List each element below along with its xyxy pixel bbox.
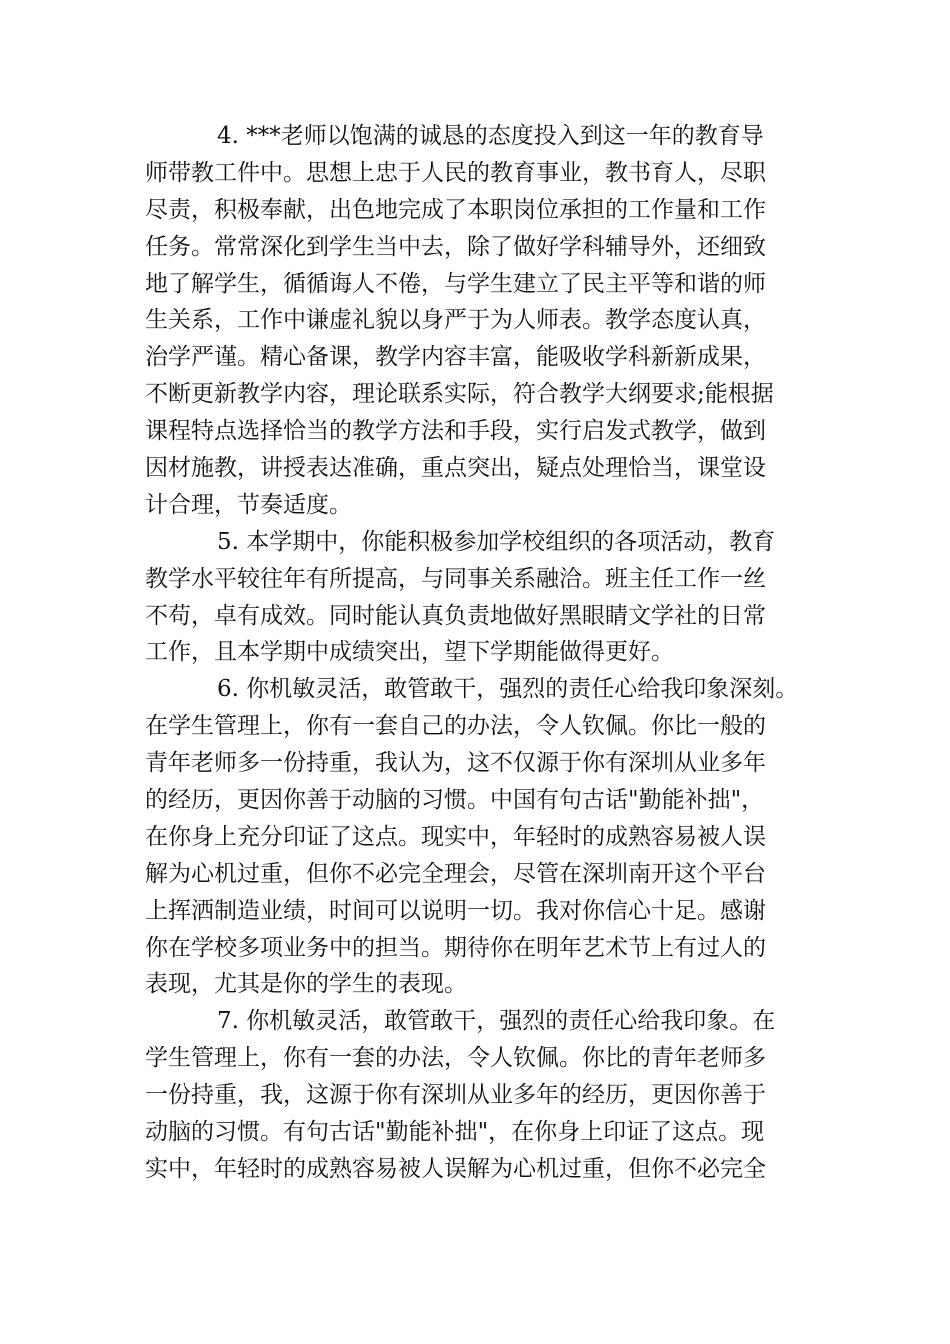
paragraph-6-line-7: 上挥洒制造业绩，时间可以说明一切。我对你信心十足。感谢	[145, 897, 766, 924]
paragraph-6-line-4: 的经历，更因你善于动脑的习惯。中国有句古话"勤能补拙"，	[145, 787, 765, 814]
paragraph-4-line-1: 4. ***老师以饱满的诚恳的态度投入到这一年的教育导	[217, 123, 764, 149]
paragraph-7-line-3: 一份持重，我，这源于你有深圳从业多年的经历，更因你善于	[145, 1082, 766, 1109]
document-body	[145, 118, 825, 1188]
paragraph-7-line-2: 学生管理上，你有一套的办法，令人钦佩。你比的青年老师多	[145, 1045, 766, 1072]
paragraph-6-line-5: 在你身上充分印证了这点。现实中，年轻时的成熟容易被人误	[145, 823, 766, 850]
paragraph-4-line-5: 地了解学生，循循诲人不倦，与学生建立了民主平等和谐的师	[145, 270, 766, 297]
paragraph-6-line-8: 你在学校多项业务中的担当。期待你在明年艺术节上有过人的	[145, 934, 766, 961]
paragraph-6-line-6: 解为心机过重，但你不必完全理会，尽管在深圳南开这个平台	[145, 860, 766, 887]
paragraph-6-line-2: 在学生管理上，你有一套自己的办法，令人钦佩。你比一般的	[145, 713, 766, 740]
paragraph-4-line-9: 课程特点选择恰当的教学方法和手段，实行启发式教学，做到	[145, 418, 766, 445]
paragraph-7-line-5: 实中，年轻时的成熟容易被人误解为心机过重，但你不必完全	[145, 1155, 766, 1182]
paragraph-6-line-9: 表现，尤其是你的学生的表现。	[145, 971, 467, 998]
paragraph-4-line-10: 因材施教，讲授表达准确，重点突出，疑点处理恰当，课堂设	[145, 455, 766, 482]
paragraph-4-line-8: 不断更新教学内容，理论联系实际，符合教学大纲要求;能根据	[145, 381, 774, 408]
paragraph-4-line-4: 任务。常常深化到学生当中去，除了做好学科辅导外，还细致	[145, 233, 766, 260]
paragraph-4-line-11: 计合理，节奏适度。	[145, 491, 352, 518]
paragraph-5-line-4: 工作，且本学期中成绩突出，望下学期能做得更好。	[145, 639, 674, 666]
paragraph-5-line-2: 教学水平较往年有所提高，与同事关系融洽。班主任工作一丝	[145, 565, 766, 592]
paragraph-7-line-1: 7. 你机敏灵活，敢管敢干，强烈的责任心给我印象。在	[217, 1008, 776, 1035]
paragraph-5-line-3: 不苟，卓有成效。同时能认真负责地做好黑眼睛文学社的日常	[145, 602, 766, 629]
paragraph-6-line-1: 6. 你机敏灵活，敢管敢干，强烈的责任心给我印象深刻。	[217, 676, 799, 703]
paragraph-5-line-1: 5. 本学期中，你能积极参加学校组织的各项活动，教育	[217, 528, 776, 555]
paragraph-4-line-3: 尽责，积极奉献，出色地完成了本职岗位承担的工作量和工作	[145, 196, 766, 223]
paragraph-6-line-3: 青年老师多一份持重，我认为，这不仅源于你有深圳从业多年	[145, 750, 766, 777]
paragraph-7-line-4: 动脑的习惯。有句古话"勤能补拙"，在你身上印证了这点。现	[145, 1119, 765, 1146]
paragraph-4-line-7: 治学严谨。精心备课，教学内容丰富，能吸收学科新新成果，	[145, 344, 766, 371]
paragraph-4-line-6: 生关系，工作中谦虚礼貌以身严于为人师表。教学态度认真，	[145, 307, 766, 334]
paragraph-4-line-2: 师带教工件中。思想上忠于人民的教育事业，教书育人，尽职	[145, 159, 766, 186]
